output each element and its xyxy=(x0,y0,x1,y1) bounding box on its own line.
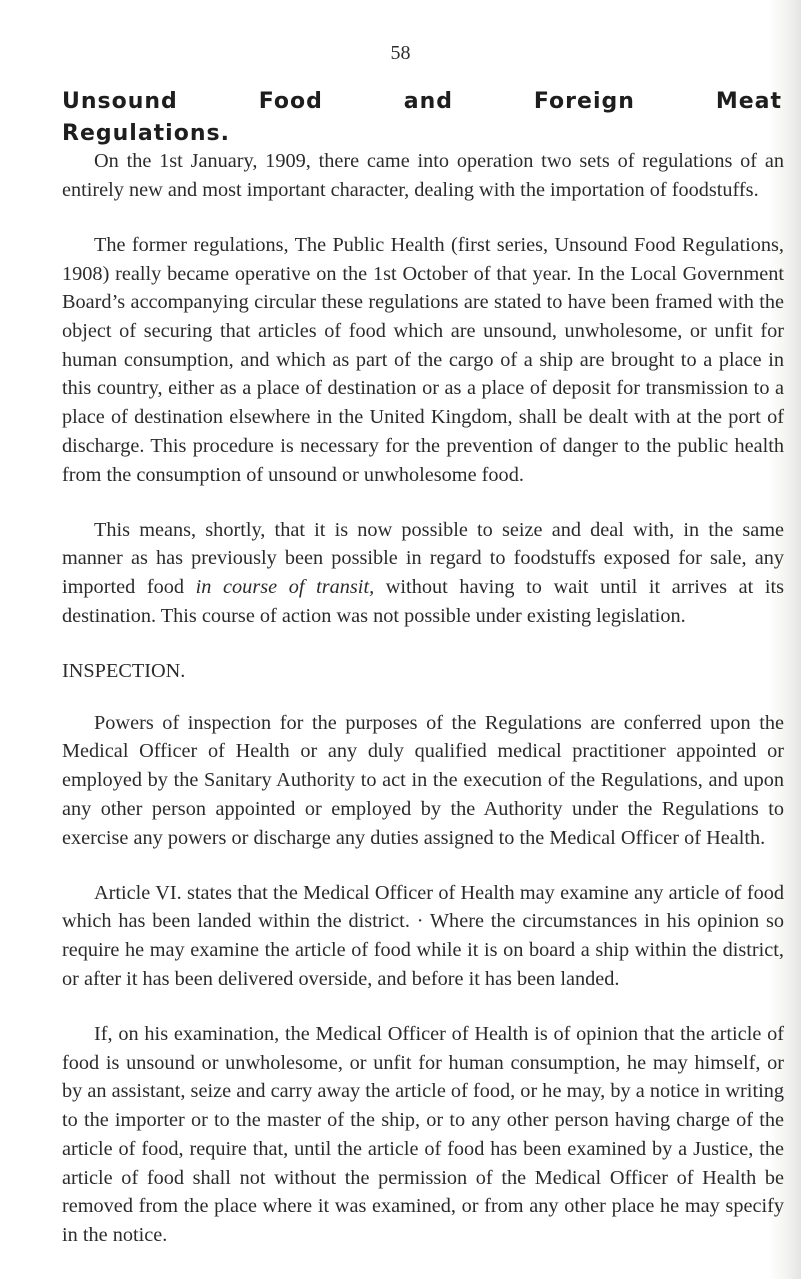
heading-word: Unsound xyxy=(62,89,178,114)
paragraph-transit xyxy=(62,516,784,631)
heading-word: Food xyxy=(258,89,323,114)
paragraph-intro: On the 1st January, 1909, there came into operation two sets of regulations of an entirely new and most important character, dealing with the importation of foodstuffs. xyxy=(62,150,784,201)
paragraph-powers: Powers of inspection for the purposes of the Regulations are conferred upon the Medical Officer of Health or any duly qualified medical practitioner appointed or employed by the Sanitary Authority to act in the execution of the Regulations, and upon any other person appointed or employed by the Authority under the Regulations to exercise any powers or discharge any duties assigned to the Medical Officer of Health. xyxy=(62,711,784,849)
paragraph-transit-text-a: This means, shortly, that it is now possible to seize and deal with, in the same manner as has previously been possible in regard to foodstuffs exposed for sale, any imported food xyxy=(62,518,784,599)
paragraph-transit-italic: in course of transit, xyxy=(195,576,375,599)
paragraph-seizure: If, on his examination, the Medical Officer of Health is of opinion that the article of food is unsound or unwholesome, or unfit for human consumption, he may himself, or by an assistant, seize and carry away the article of food, or he may, by a notice in writing to the importer or to the master of the ship, or to any other person having charge of the article of food, require that, until the article of food has been examined by a Justice, the article of food shall not without the permission of the Medical Officer of Health be removed from the place where it was examined, or from any other place he may specify in the notice. xyxy=(62,1023,784,1246)
heading-word: Foreign xyxy=(533,89,635,114)
paragraph-former-regulations: The former regulations, The Public Health (first series, Unsound Food Regulations, 1908) really became operative on the 1st October of that year. In the Local Government Board’s accompanying circular these regulations are stated to have been framed with the object of securing that articles of food which are unsound, unwholesome, or unfit for human consumption, and which as part of the cargo of a ship are brought to a place in this country, either as a place of destination or as a place of deposit for transmission to a place of destination elsewhere in the United Kingdom, shall be dealt with at the port of discharge. This procedure is necessary for the prevention of danger to the public health from the consumption of unsound or unwholesome food. xyxy=(62,233,784,486)
page-number: 58 xyxy=(390,42,411,64)
section-title-inspection: INSPECTION. xyxy=(62,660,186,683)
body-text xyxy=(62,147,784,1250)
paragraph-transit-text-b: without having to wait until it arrives at its destination. This course of action was not possible under existing legislation. xyxy=(62,576,784,627)
heading-word: and xyxy=(403,89,454,114)
heading-line-1 xyxy=(62,86,782,118)
heading-line-2: Regulations. xyxy=(62,121,230,146)
heading-word: Meat xyxy=(715,89,782,114)
page-heading xyxy=(62,86,782,150)
paragraph-article-vi: Article VI. states that the Medical Officer of Health may examine any article of food which has been landed within the district. · Where the circumstances in his opinion so require he may examine the article of food while it is on board a ship within the district, or after it has been delivered overside, and before it has been landed. xyxy=(62,881,784,990)
